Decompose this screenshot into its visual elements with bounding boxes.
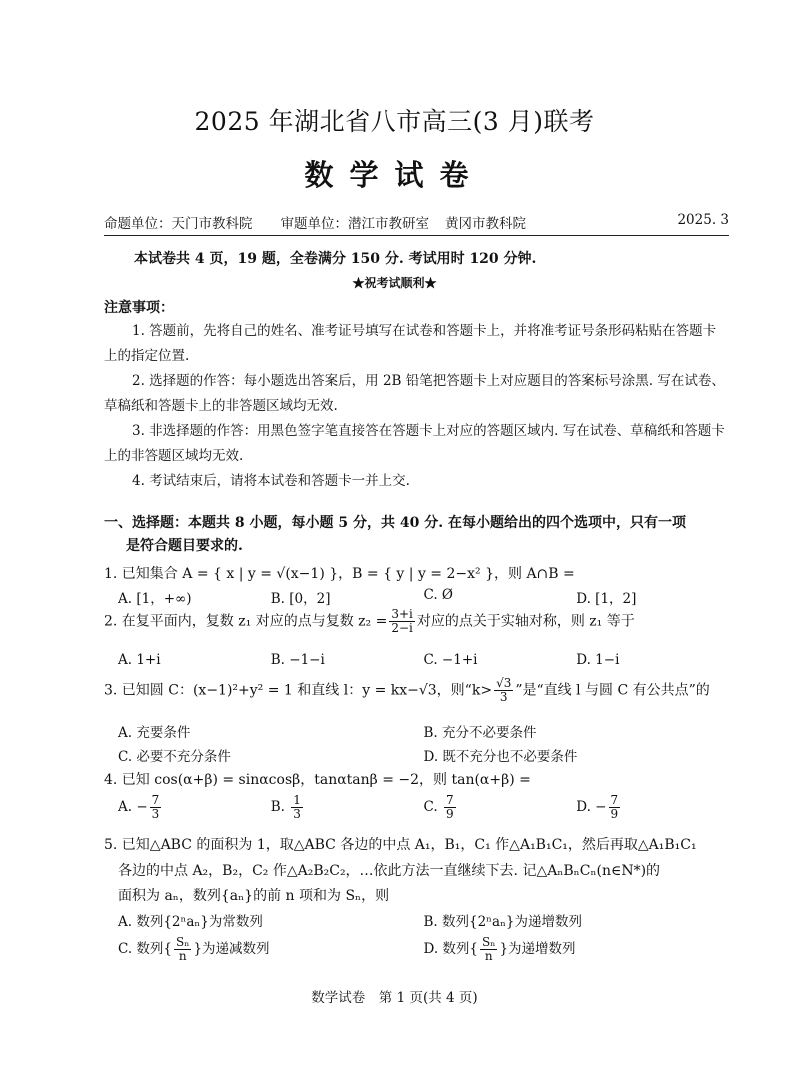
option-label: A. −: [118, 799, 148, 815]
question-5-stem-line-3: 面积为 aₙ，数列{aₙ}的前 n 项和为 Sₙ，则: [118, 888, 390, 904]
question-5-options-row-1: [118, 910, 729, 930]
fraction-denominator: 3: [293, 807, 301, 821]
exam-title: 2025 年湖北省八市高三(3 月)联考: [194, 107, 595, 136]
notice-item: 1. 答题前，先将自己的姓名、准考证号填写在试卷和答题卡上，并将准考证号条形码粘贴在答题卡上的指定位置.: [104, 323, 717, 364]
option-d: D. 1−i: [576, 652, 620, 668]
fraction-numerator: 3+i: [391, 607, 413, 621]
fraction-numerator: 7: [151, 793, 160, 807]
fraction: [291, 794, 303, 821]
option-d: [424, 936, 730, 963]
question-5-options-row-2: [118, 936, 729, 963]
option-suffix: }为递增数列: [499, 941, 576, 957]
option-a: [118, 794, 271, 821]
option-prefix: D. 数列{: [423, 941, 479, 957]
exam-subtitle: 数学试卷: [304, 158, 485, 192]
fraction-numerator: 1: [293, 793, 301, 807]
section-line-2: 是符合题目要求的.: [126, 538, 243, 554]
notice-list: [104, 319, 729, 494]
option-label: D. −: [576, 799, 607, 815]
option-d: [576, 794, 729, 821]
option-b: B. [0，2]: [270, 591, 331, 607]
review-unit: 审题单位：潜江市教研室: [280, 216, 429, 232]
option-b: B. 数列{2ⁿaₙ}为递增数列: [423, 914, 582, 930]
exam-date: 2025. 3: [677, 212, 729, 228]
question-1-options: [118, 587, 729, 607]
question-3-options-row-2: [118, 745, 729, 765]
fraction-denominator: 3: [499, 690, 508, 704]
option-b: B. 充分不必要条件: [423, 725, 537, 741]
fraction: [389, 608, 415, 635]
question-4-stem: 4. 已知 cos(α+β) = sinαcosβ，tanαtanβ = −2，则 tan(α+β) =: [104, 772, 531, 788]
fraction: [480, 936, 497, 963]
page-footer: 数学试卷 第 1 页(共 4 页): [311, 990, 478, 1006]
fraction-denominator: n: [484, 949, 493, 963]
option-prefix: C. 数列{: [118, 941, 173, 957]
question-3-stem: [104, 677, 729, 704]
fraction: [609, 794, 621, 821]
fraction-numerator: 7: [445, 793, 454, 807]
stem-text: 3. 已知圆 C：(x−1)²+y² = 1 和直线 l：y = kx−√3，则“k>: [104, 682, 493, 699]
option-c: C. 必要不充分条件: [118, 749, 231, 765]
notice-heading: 注意事项：: [104, 300, 174, 316]
fraction-numerator: √3: [496, 676, 512, 690]
meta-line: [104, 212, 729, 232]
stem-text: 对应的点关于实轴对称，则 z₁ 等于: [416, 613, 635, 630]
option-c: C. Ø: [423, 587, 453, 603]
question-4-options: [118, 794, 729, 821]
option-suffix: }为递减数列: [193, 941, 270, 957]
option-a: A. [1，+∞): [118, 591, 192, 607]
fraction: [444, 794, 456, 821]
question-2-options: [118, 652, 729, 668]
option-label: C.: [423, 799, 442, 815]
header-divider: [104, 235, 729, 236]
notice-item: 2. 选择题的作答：每小题选出答案后，用 2B 铅笔把答题卡上对应题目的答案标号涂黑. 写在试卷、草稿纸和答题卡上的非答题区域均无效.: [104, 373, 725, 414]
stem-text: ”是“直线 l 与圆 C 有公共点”的: [515, 682, 710, 699]
option-c: C. −1+i: [423, 652, 478, 668]
fraction-denominator: 3: [151, 807, 160, 821]
fraction: [494, 677, 513, 704]
question-3-options-row-1: [118, 721, 729, 741]
author-unit: 命题单位：天门市教科院: [104, 216, 253, 232]
option-b: [271, 794, 424, 821]
fraction-denominator: n: [178, 949, 187, 963]
question-2-stem: [104, 608, 729, 635]
question-5-stem-line-2: 各边的中点 A₂，B₂，C₂ 作△A₂B₂C₂，…依此方法一直继续下去. 记△AₙBₙCₙ(n∈N*)的: [118, 863, 661, 879]
fraction: [150, 794, 162, 821]
fraction-denominator: 9: [610, 807, 619, 821]
option-c: [424, 794, 577, 821]
option-a: A. 数列{2ⁿaₙ}为常数列: [118, 914, 263, 930]
notice-item: 3. 非选择题的作答：用黑色签字笔直接答在答题卡上对应的答题区域内. 写在试卷、草稿纸和答题卡上的非答题区域均无效.: [104, 423, 725, 464]
fraction-denominator: 9: [445, 807, 454, 821]
section-line-1: 一、选择题：本题共 8 小题，每小题 5 分，共 40 分. 在每小题给出的四个选项中，只有一项: [104, 515, 686, 531]
fraction: [174, 936, 191, 963]
good-luck-banner: ★祝考试顺利★: [352, 276, 437, 290]
fraction-numerator: Sₙ: [482, 935, 496, 949]
option-label: B.: [270, 799, 290, 815]
option-d: D. [1，2]: [576, 591, 637, 607]
section-heading: [104, 512, 729, 558]
option-d: D. 既不充分也不必要条件: [423, 749, 578, 765]
notice-item: 4. 考试结束后，请将本试卷和答题卡一并上交.: [132, 473, 410, 489]
fraction-denominator: 2−i: [391, 621, 413, 635]
fraction-numerator: 7: [610, 793, 619, 807]
option-a: A. 充要条件: [118, 725, 191, 741]
question-5-stem-line-1: 5. 已知△ABC 的面积为 1，取△ABC 各边的中点 A₁，B₁，C₁ 作△A₁B₁C₁，然后再取△A₁B₁C₁: [104, 837, 697, 853]
exam-intro: 本试卷共 4 页，19 题，全卷满分 150 分. 考试用时 120 分钟.: [134, 251, 537, 267]
option-c: [118, 936, 424, 963]
review-unit-2: 黄冈市教科院: [445, 216, 526, 232]
fraction-numerator: Sₙ: [176, 935, 190, 949]
stem-text: 2. 在复平面内，复数 z₁ 对应的点与复数 z₂ =: [104, 613, 388, 630]
option-b: B. −1−i: [270, 652, 325, 668]
question-1-stem: 1. 已知集合 A = { x | y = √(x−1) }，B = { y | y = 2−x² }，则 A∩B =: [104, 566, 575, 582]
option-a: A. 1+i: [118, 652, 161, 668]
